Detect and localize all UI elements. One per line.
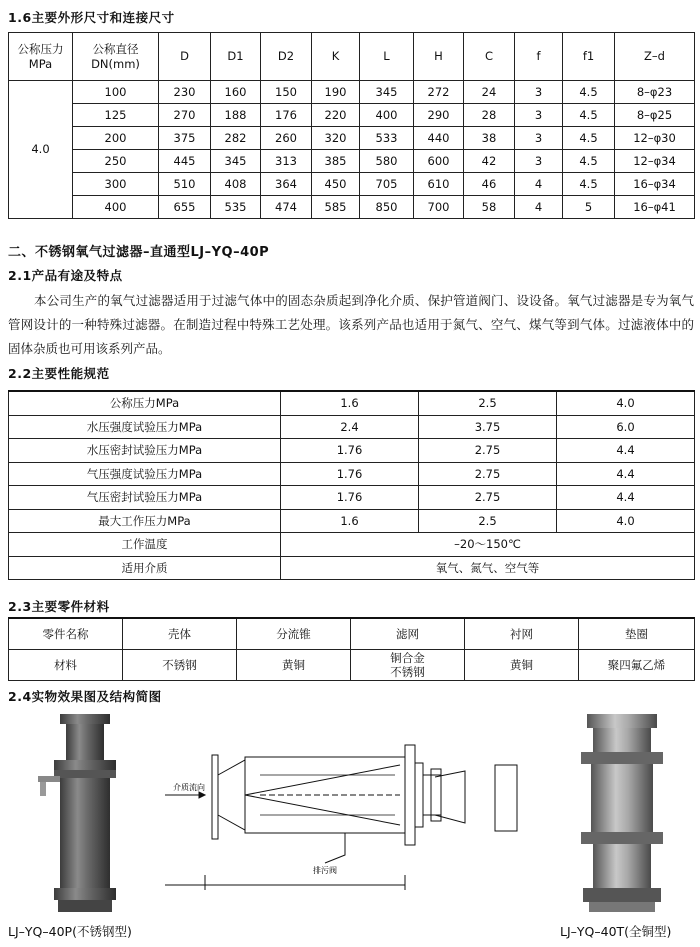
dim-cell: 385 (312, 150, 360, 173)
dim-cell: 28 (464, 104, 515, 127)
dim-header-cell: 公称直径 DN(mm) (73, 33, 159, 81)
dim-cell: 600 (414, 150, 464, 173)
dim-header-cell: D1 (211, 33, 261, 81)
dim-cell: 190 (312, 81, 360, 104)
perf-value: 2.75 (419, 486, 557, 510)
dim-header-cell: H (414, 33, 464, 81)
dim-cell: 125 (73, 104, 159, 127)
dim-cell: 474 (261, 196, 312, 219)
dim-cell: 510 (159, 173, 211, 196)
material-header-cell: 零件名称 (9, 618, 123, 650)
perf-row (9, 509, 695, 533)
perf-value: 1.76 (281, 439, 419, 463)
dimension-table (8, 32, 695, 219)
perf-label: 最大工作压力MPa (9, 509, 281, 533)
section-2-3-title: 2.3主要零件材料 (8, 599, 110, 614)
dim-cell: 260 (261, 127, 312, 150)
temp-label: 工作温度 (9, 533, 281, 557)
medium-label: 适用介质 (9, 556, 281, 580)
perf-label: 水压密封试验压力MPa (9, 439, 281, 463)
dim-cell: 188 (211, 104, 261, 127)
dim-cell: 38 (464, 127, 515, 150)
brass-filter-photo (575, 712, 670, 917)
dim-row (9, 173, 695, 196)
perf-value: 2.75 (419, 439, 557, 463)
dim-cell: 160 (211, 81, 261, 104)
dim-cell: 4.5 (563, 81, 615, 104)
dim-header-cell: f (515, 33, 563, 81)
perf-value: 4.4 (557, 462, 695, 486)
dim-header-cell: 公称压力 MPa (9, 33, 73, 81)
medium-value: 氧气、氮气、空气等 (281, 556, 695, 580)
dim-cell: 8–φ23 (615, 81, 695, 104)
perf-label: 气压密封试验压力MPa (9, 486, 281, 510)
material-table-row (9, 650, 695, 681)
dim-cell: 440 (414, 127, 464, 150)
perf-row-temperature (9, 533, 695, 557)
dim-cell: 364 (261, 173, 312, 196)
material-cell: 铜合金 不锈钢 (351, 650, 465, 681)
dim-header-cell: K (312, 33, 360, 81)
dim-cell: 408 (211, 173, 261, 196)
dim-cell: 4.5 (563, 150, 615, 173)
dim-cell: 375 (159, 127, 211, 150)
dim-header-cell: D (159, 33, 211, 81)
dim-cell: 610 (414, 173, 464, 196)
dim-cell: 270 (159, 104, 211, 127)
dim-cell: 585 (312, 196, 360, 219)
dim-header-cell: C (464, 33, 515, 81)
perf-value: 2.5 (419, 391, 557, 415)
material-cell: 黄铜 (465, 650, 579, 681)
perf-value: 4.0 (557, 509, 695, 533)
dim-cell: 400 (73, 196, 159, 219)
material-header-cell: 衬网 (465, 618, 579, 650)
section-2-4-title: 2.4实物效果图及结构简图 (8, 689, 162, 704)
perf-value: 1.76 (281, 462, 419, 486)
dim-cell: 12–φ30 (615, 127, 695, 150)
dim-cell: 3 (515, 150, 563, 173)
perf-value: 4.4 (557, 439, 695, 463)
dim-cell: 533 (360, 127, 414, 150)
material-cell: 聚四氟乙烯 (579, 650, 695, 681)
dim-cell: 46 (464, 173, 515, 196)
dim-cell: 3 (515, 104, 563, 127)
perf-value: 4.4 (557, 486, 695, 510)
perf-value: 3.75 (419, 415, 557, 439)
material-cell: 黄铜 (237, 650, 351, 681)
dim-row (9, 81, 695, 104)
pressure-cell: 4.0 (9, 81, 73, 219)
perf-label: 水压强度试验压力MPa (9, 415, 281, 439)
dim-header-cell: L (360, 33, 414, 81)
dim-cell: 24 (464, 81, 515, 104)
dim-row (9, 196, 695, 219)
performance-table (8, 390, 695, 580)
material-table (8, 617, 695, 681)
dim-cell: 320 (312, 127, 360, 150)
perf-value: 1.6 (281, 509, 419, 533)
dim-cell: 282 (211, 127, 261, 150)
section-1-6-title: 1.6主要外形尺寸和连接尺寸 (8, 10, 175, 25)
dim-row (9, 104, 695, 127)
material-cell: 不锈钢 (123, 650, 237, 681)
material-header-cell: 分流锥 (237, 618, 351, 650)
dim-cell: 700 (414, 196, 464, 219)
stainless-filter-photo (30, 712, 140, 917)
perf-value: 1.76 (281, 486, 419, 510)
perf-row (9, 486, 695, 510)
dim-cell: 8–φ25 (615, 104, 695, 127)
dim-cell: 230 (159, 81, 211, 104)
dim-cell: 3 (515, 127, 563, 150)
perf-value: 2.75 (419, 462, 557, 486)
dim-cell: 200 (73, 127, 159, 150)
dim-cell: 535 (211, 196, 261, 219)
perf-row (9, 391, 695, 415)
dim-cell: 345 (360, 81, 414, 104)
perf-value: 2.4 (281, 415, 419, 439)
temp-value: –20～150℃ (281, 533, 695, 557)
dim-cell: 4 (515, 196, 563, 219)
dim-cell: 5 (563, 196, 615, 219)
dimension-table-header (9, 33, 695, 81)
dim-cell: 4.5 (563, 127, 615, 150)
dim-row (9, 150, 695, 173)
dim-cell: 580 (360, 150, 414, 173)
dim-row (9, 127, 695, 150)
dim-cell: 176 (261, 104, 312, 127)
perf-value: 4.0 (557, 391, 695, 415)
material-header-cell: 壳体 (123, 618, 237, 650)
material-header-cell: 垫圈 (579, 618, 695, 650)
perf-row (9, 415, 695, 439)
perf-row-medium (9, 556, 695, 580)
dim-cell: 150 (261, 81, 312, 104)
section-2-title: 二、不锈钢氧气过滤器–直通型LJ–YQ–40P (8, 245, 270, 260)
dim-cell: 16–φ41 (615, 196, 695, 219)
perf-row (9, 462, 695, 486)
dim-cell: 58 (464, 196, 515, 219)
drain-label: 排污阀 (313, 866, 337, 875)
dim-cell: 42 (464, 150, 515, 173)
dim-cell: 250 (73, 150, 159, 173)
product-description: 本公司生产的氧气过滤器适用于过滤气体中的固态杂质起到净化介质、保护管道阀门、设设备。氧气过滤器是专为氧气管网设计的一种特殊过滤器。在制造过程中特殊工艺处理。该系列产品也适用于氮气、空气、煤气等到气体。过滤液体中的固体杂质也可用该系列产品。 (8, 293, 694, 356)
dim-cell: 16–φ34 (615, 173, 695, 196)
dim-cell: 345 (211, 150, 261, 173)
dim-cell: 3 (515, 81, 563, 104)
dim-cell: 4.5 (563, 173, 615, 196)
dim-cell: 4 (515, 173, 563, 196)
dim-cell: 445 (159, 150, 211, 173)
dim-cell: 705 (360, 173, 414, 196)
caption-stainless: LJ–YQ–40P(不锈钢型) (8, 924, 132, 939)
dim-cell: 220 (312, 104, 360, 127)
dim-cell: 290 (414, 104, 464, 127)
section-2-2-title: 2.2主要性能规范 (8, 366, 110, 381)
material-table-header (9, 618, 695, 650)
perf-label: 气压强度试验压力MPa (9, 462, 281, 486)
material-row-label: 材料 (9, 650, 123, 681)
dim-cell: 272 (414, 81, 464, 104)
dim-header-cell: f1 (563, 33, 615, 81)
dim-cell: 655 (159, 196, 211, 219)
section-2-1-title: 2.1产品有途及特点 (8, 268, 123, 283)
dim-cell: 100 (73, 81, 159, 104)
dim-cell: 850 (360, 196, 414, 219)
caption-brass: LJ–YQ–40T(全铜型) (560, 924, 672, 939)
dim-cell: 300 (73, 173, 159, 196)
dim-header-cell: Z–d (615, 33, 695, 81)
perf-label: 公称压力MPa (9, 391, 281, 415)
dim-cell: 450 (312, 173, 360, 196)
perf-value: 6.0 (557, 415, 695, 439)
inlet-label: 介质流向 (173, 783, 205, 792)
dim-header-cell: D2 (261, 33, 312, 81)
perf-value: 1.6 (281, 391, 419, 415)
perf-row (9, 439, 695, 463)
dim-cell: 12–φ34 (615, 150, 695, 173)
dim-cell: 4.5 (563, 104, 615, 127)
perf-value: 2.5 (419, 509, 557, 533)
dim-cell: 313 (261, 150, 312, 173)
dim-cell: 400 (360, 104, 414, 127)
material-header-cell: 滤网 (351, 618, 465, 650)
structure-drawing (165, 735, 535, 895)
